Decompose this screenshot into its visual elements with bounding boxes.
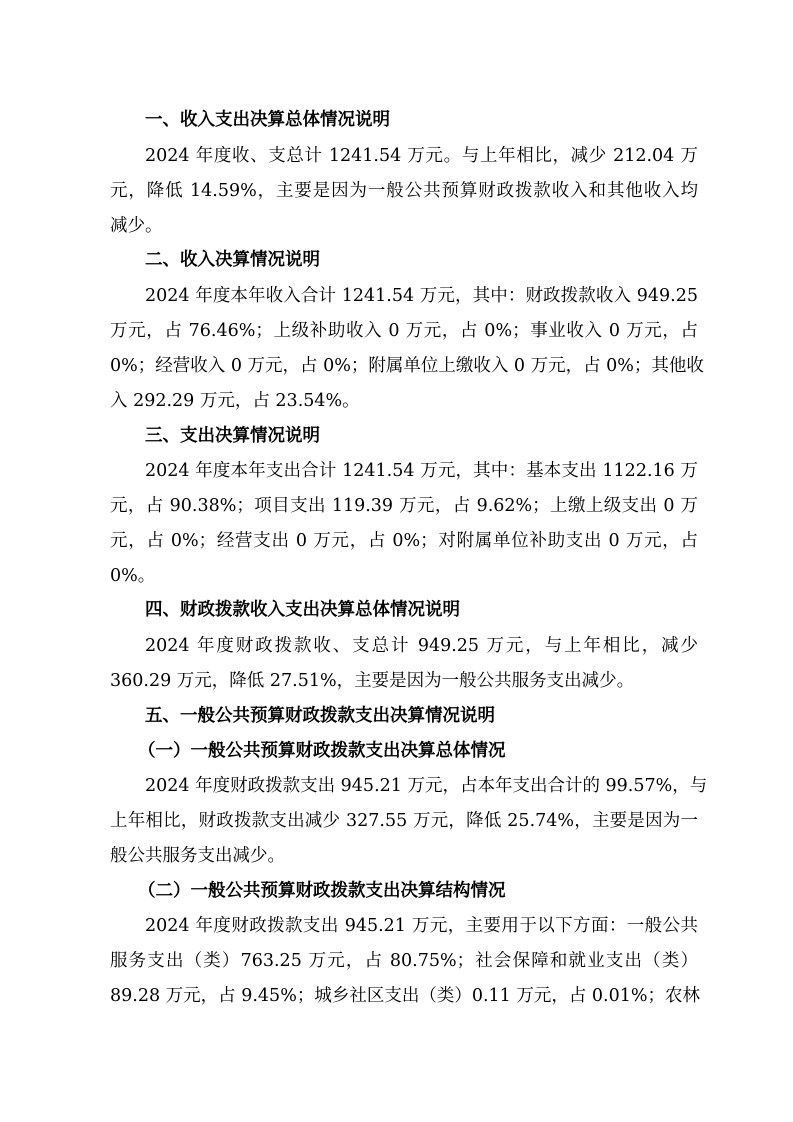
paragraph-line: 2024 年度财政拨款支出 945.21 万元，主要用于以下方面：一般公共: [145, 916, 698, 936]
paragraph-line: 2024 年度本年收入合计 1241.54 万元，其中：财政拨款收入 949.25: [145, 286, 698, 306]
paragraph-line: 360.29 万元，降低 27.51%，主要是因为一般公共服务支出减少。: [110, 671, 635, 691]
paragraph-line: 89.28 万元，占 9.45%；城乡社区支出（类）0.11 万元，占 0.01%；农林: [110, 986, 700, 1006]
subsection-heading-5-2: （二）一般公共预算财政拨款支出决算结构情况: [138, 881, 506, 901]
section-heading-3: 三、支出决算情况说明: [145, 426, 320, 446]
paragraph-line: 服务支出（类）763.25 万元，占 80.75%；社会保障和就业支出（类）: [110, 951, 698, 971]
paragraph-line: 0%。: [110, 566, 156, 586]
paragraph-line: 减少。: [110, 216, 163, 236]
paragraph-line: 2024 年度本年支出合计 1241.54 万元，其中：基本支出 1122.16 万: [145, 461, 698, 481]
paragraph-line: 2024 年度财政拨款支出 945.21 万元，占本年支出合计的 99.57%，与: [145, 776, 708, 796]
paragraph-line: 元，降低 14.59%，主要是因为一般公共预算财政拨款收入和其他收入均: [110, 181, 698, 201]
paragraph-line: 上年相比，财政拨款支出减少 327.55 万元，降低 25.74%，主要是因为一: [110, 811, 698, 831]
section-heading-1: 一、收入支出决算总体情况说明: [145, 110, 390, 130]
paragraph-line: 2024 年度收、支总计 1241.54 万元。与上年相比，减少 212.04 万: [145, 146, 698, 166]
paragraph-line: 般公共服务支出减少。: [110, 846, 285, 866]
paragraph-line: 入 292.29 万元，占 23.54%。: [110, 391, 360, 411]
section-heading-4: 四、财政拨款收入支出决算总体情况说明: [145, 600, 460, 620]
paragraph-line: 元，占 90.38%；项目支出 119.39 万元，占 9.62%；上缴上级支出 0 万: [110, 496, 698, 516]
paragraph-line: 0%；经营收入 0 万元，占 0%；附属单位上缴收入 0 万元，占 0%；其他收: [110, 356, 704, 376]
paragraph-line: 元，占 0%；经营支出 0 万元，占 0%；对附属单位补助支出 0 万元，占: [110, 531, 698, 551]
subsection-heading-5-1: （一）一般公共预算财政拨款支出决算总体情况: [138, 741, 506, 761]
paragraph-line: 2024 年度财政拨款收、支总计 949.25 万元，与上年相比，减少: [145, 636, 698, 656]
section-heading-2: 二、收入决算情况说明: [145, 250, 320, 270]
paragraph-line: 万元，占 76.46%；上级补助收入 0 万元，占 0%；事业收入 0 万元，占: [110, 321, 698, 341]
section-heading-5: 五、一般公共预算财政拨款支出决算情况说明: [145, 706, 495, 726]
